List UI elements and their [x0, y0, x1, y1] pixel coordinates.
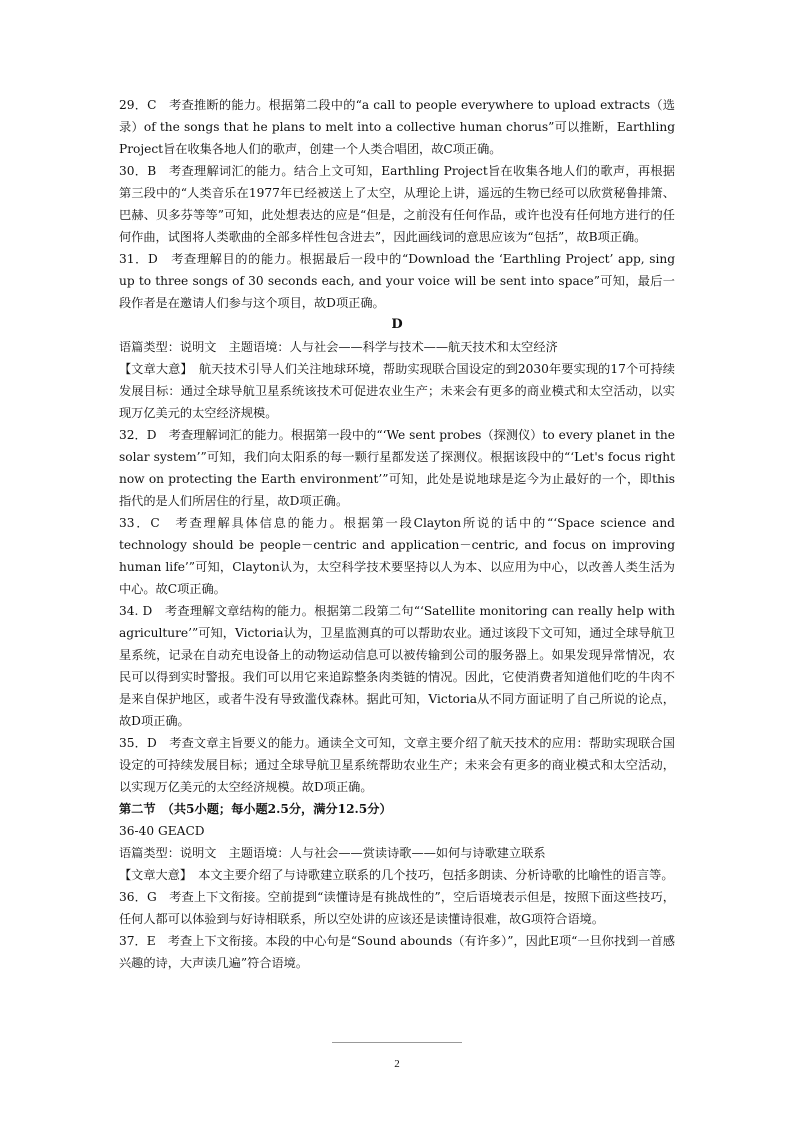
section-2-title: 第二节 （共5小题；每小题2.5分，满分12.5分）	[119, 802, 392, 816]
answer-29: 29．C 考查推断的能力。根据第二段中的“a call to people everywhere to upload extracts（选录）of the songs that he plans to melt into a collective human chorus”可以推断，Earthling Project旨在收集各地人们的歌声，创建一个人类合唱团，故C项正确。	[119, 98, 675, 156]
answer-37: 37．E 考查上下文衔接。本段的中心句是“Sound abounds（有许多）”，因此E项“一旦你找到一首感兴趣的诗，大声读几遍”符合语境。	[119, 934, 675, 970]
section-d-title: D	[391, 317, 403, 332]
answers-36-40: 36-40 GEACD	[119, 824, 205, 838]
summary-d: 【文章大意】 航天技术引导人们关注地球环境，帮助实现联合国设定的到2030年要实现的17个可持续发展目标：通过全球导航卫星系统该技术可促进农业生产；未来会有更多的商业模式和太空活动，以实现万亿美元的太空经济规模。	[119, 362, 675, 420]
answer-34: 34. D 考查理解文章结构的能力。根据第二段第二句“‘Satellite monitoring can really help with agriculture’”可知，Victoria认为，卫星监测真的可以帮助农业。通过该段下文可知，通过全球导航卫星系统，记录在自动充电设备上的动物运动信息可以被传输到公司的服务器上。如果发现异常情况，农民可以得到实时警报。我们可以用它来追踪整条肉类链的情况。因此，它使消费者知道他们吃的牛肉不是来自保护地区，或者牛没有导致滥伐森林。据此可知，Victoria从不同方面证明了自己所说的论点，故D项正确。	[119, 604, 675, 728]
document-body	[119, 94, 675, 974]
answer-36: 36．G 考查上下文衔接。空前提到“读懂诗是有挑战性的”，空后语境表示但是，按照下面这些技巧，任何人都可以体验到与好诗相联系，所以空处讲的应该还是读懂诗很难，故G项符合语境。	[119, 890, 675, 926]
page-number: 2	[394, 1058, 400, 1070]
passage-type-s2: 语篇类型：说明文 主题语境：人与社会——赏读诗歌——如何与诗歌建立联系	[119, 846, 546, 860]
footer-divider	[332, 1042, 462, 1043]
answer-32: 32．D 考查理解词汇的能力。根据第一段中的“‘We sent probes（探测仪）to every planet in the solar system’”可知，我们向太阳系的每一颗行星都发送了探测仪。根据该段中的“‘Let's focus right now on protecting the Earth environment’”可知，此处是说地球是迄今为止最好的一个，即this指代的是人们所居住的行星，故D项正确。	[119, 428, 675, 508]
answer-31: 31．D 考查理解目的的能力。根据最后一段中的“Download the ‘Earthling Project’ app, sing up to three songs of 30 seconds each, and your voice will be sent into space”可知，最后一段作者是在邀请人们参与这个项目，故D项正确。	[119, 252, 675, 310]
summary-s2: 【文章大意】 本文主要介绍了与诗歌建立联系的几个技巧，包括多朗读、分析诗歌的比喻性的语言等。	[119, 868, 674, 882]
answer-35: 35．D 考查文章主旨要义的能力。通读全文可知，文章主要介绍了航天技术的应用：帮助实现联合国设定的可持续发展目标；通过全球导航卫星系统帮助农业生产；未来会有更多的商业模式和太空活动，以实现万亿美元的太空经济规模。故D项正确。	[119, 736, 675, 794]
answer-33: 33．C 考查理解具体信息的能力。根据第一段Clayton所说的话中的“‘Space science and technology should be people－centric and application－centric, and focus on improving human life’”可知，Clayton认为，太空科学技术要坚持以人为本、以应用为中心，以改善人类生活为中心。故C项正确。	[119, 516, 675, 596]
answer-30: 30．B 考查理解词汇的能力。结合上文可知，Earthling Project旨在收集各地人们的歌声，再根据第三段中的“人类音乐在1977年已经被送上了太空，从理论上讲，遥远的生物已经可以欣赏秘鲁排箫、巴赫、贝多芬等等”可知，此处想表达的应是“但是，之前没有任何作品，或许也没有任何地方进行的任何作曲，试图将人类歌曲的全部多样性包含进去”，因此画线词的意思应该为“包括”，故B项正确。	[119, 164, 675, 244]
passage-type-d: 语篇类型：说明文 主题语境：人与社会——科学与技术——航天技术和太空经济	[119, 340, 558, 354]
